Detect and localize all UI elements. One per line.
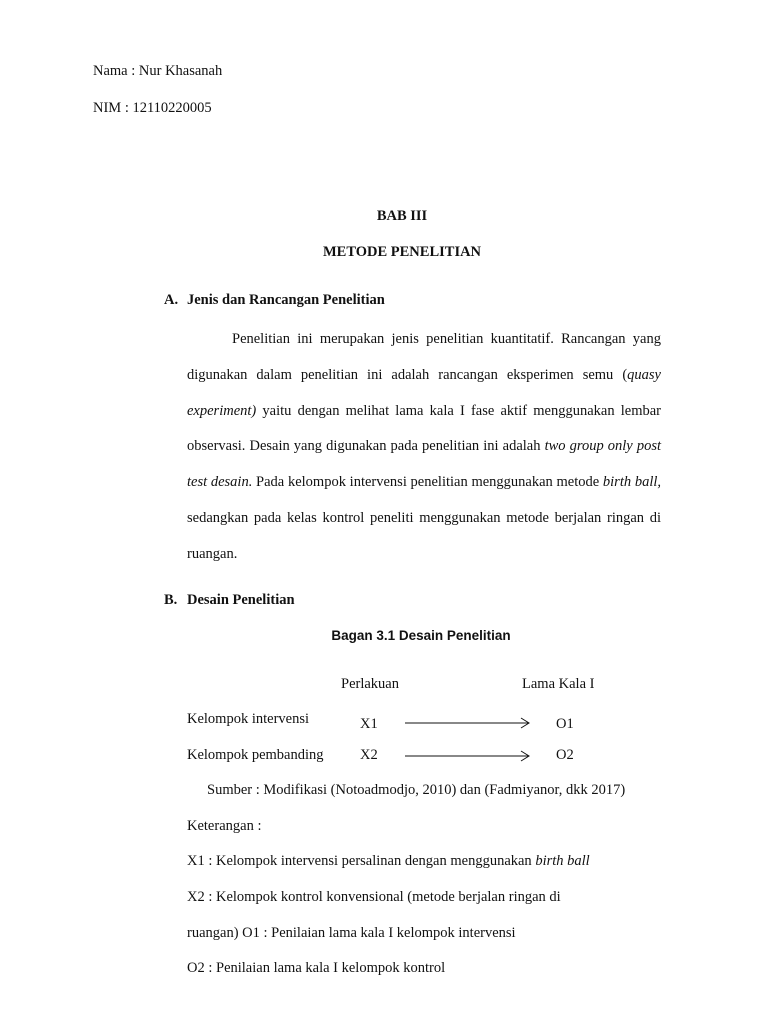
row-1-arrow-icon [405, 716, 531, 730]
diagram-source: Sumber : Modifikasi (Notoadmodjo, 2010) dan (Fadmiyanor, dkk 2017) [207, 782, 626, 798]
legend-x2-continued: ruangan) O1 : Penilaian lama kala I kelompok intervensi [187, 925, 516, 941]
legend-o2: O2 : Penilaian lama kala I kelompok kontrol [187, 960, 446, 976]
row-2-outcome: O2 [556, 747, 574, 763]
row-1-outcome: O1 [556, 716, 574, 732]
legend-x1-italic: birth ball [535, 853, 590, 869]
para-italic-1: quasy experiment) [187, 366, 661, 419]
row-1-group: Kelompok intervensi [187, 711, 310, 727]
para-text-4: sedangkan pada kelas kontrol peneliti menggunakan metode berjalan ringan di ruangan. [187, 509, 661, 562]
section-b-marker: B. [164, 592, 178, 608]
section-a-paragraph [187, 322, 661, 573]
para-italic-2: two group only post test desain. [187, 438, 661, 491]
figure-caption: Bagan 3.1 Desain Penelitian [331, 628, 511, 643]
column-header-outcome: Lama Kala I [522, 676, 595, 692]
row-2-arrow-icon [405, 749, 531, 763]
chapter-title: METODE PENELITIAN [322, 244, 482, 260]
legend-x2: X2 : Kelompok kontrol konvensional (metode berjalan ringan di [187, 889, 561, 905]
section-b-heading: Desain Penelitian [187, 592, 295, 608]
legend-title: Keterangan : [187, 818, 262, 834]
row-1-treatment: X1 [360, 716, 378, 732]
para-text-3: Pada kelompok intervensi penelitian menggunakan metode [252, 474, 603, 491]
section-a-heading: Jenis dan Rancangan Penelitian [187, 292, 385, 308]
chapter-number: BAB III [376, 208, 428, 224]
section-a-marker: A. [164, 292, 179, 308]
para-italic-3: birth ball, [602, 474, 662, 491]
legend-x1 [187, 853, 590, 870]
student-name: Nama : Nur Khasanah [93, 63, 223, 79]
column-header-treatment: Perlakuan [341, 676, 399, 692]
para-text-2: yaitu dengan melihat lama kala I fase aktif menggunakan lembar observasi. Desain yang digunakan pada penelitian ini adalah [187, 402, 661, 455]
para-text-1: Penelitian ini merupakan jenis penelitian kuantitatif. Rancangan yang digunakan dalam penelitian ini adalah rancangan eksperimen semu ( [187, 331, 661, 383]
row-2-treatment: X2 [360, 747, 378, 763]
legend-x1-text: X1 : Kelompok intervensi persalinan dengan menggunakan [187, 853, 536, 869]
row-2-group: Kelompok pembanding [187, 747, 324, 763]
student-nim: NIM : 12110220005 [93, 100, 212, 116]
